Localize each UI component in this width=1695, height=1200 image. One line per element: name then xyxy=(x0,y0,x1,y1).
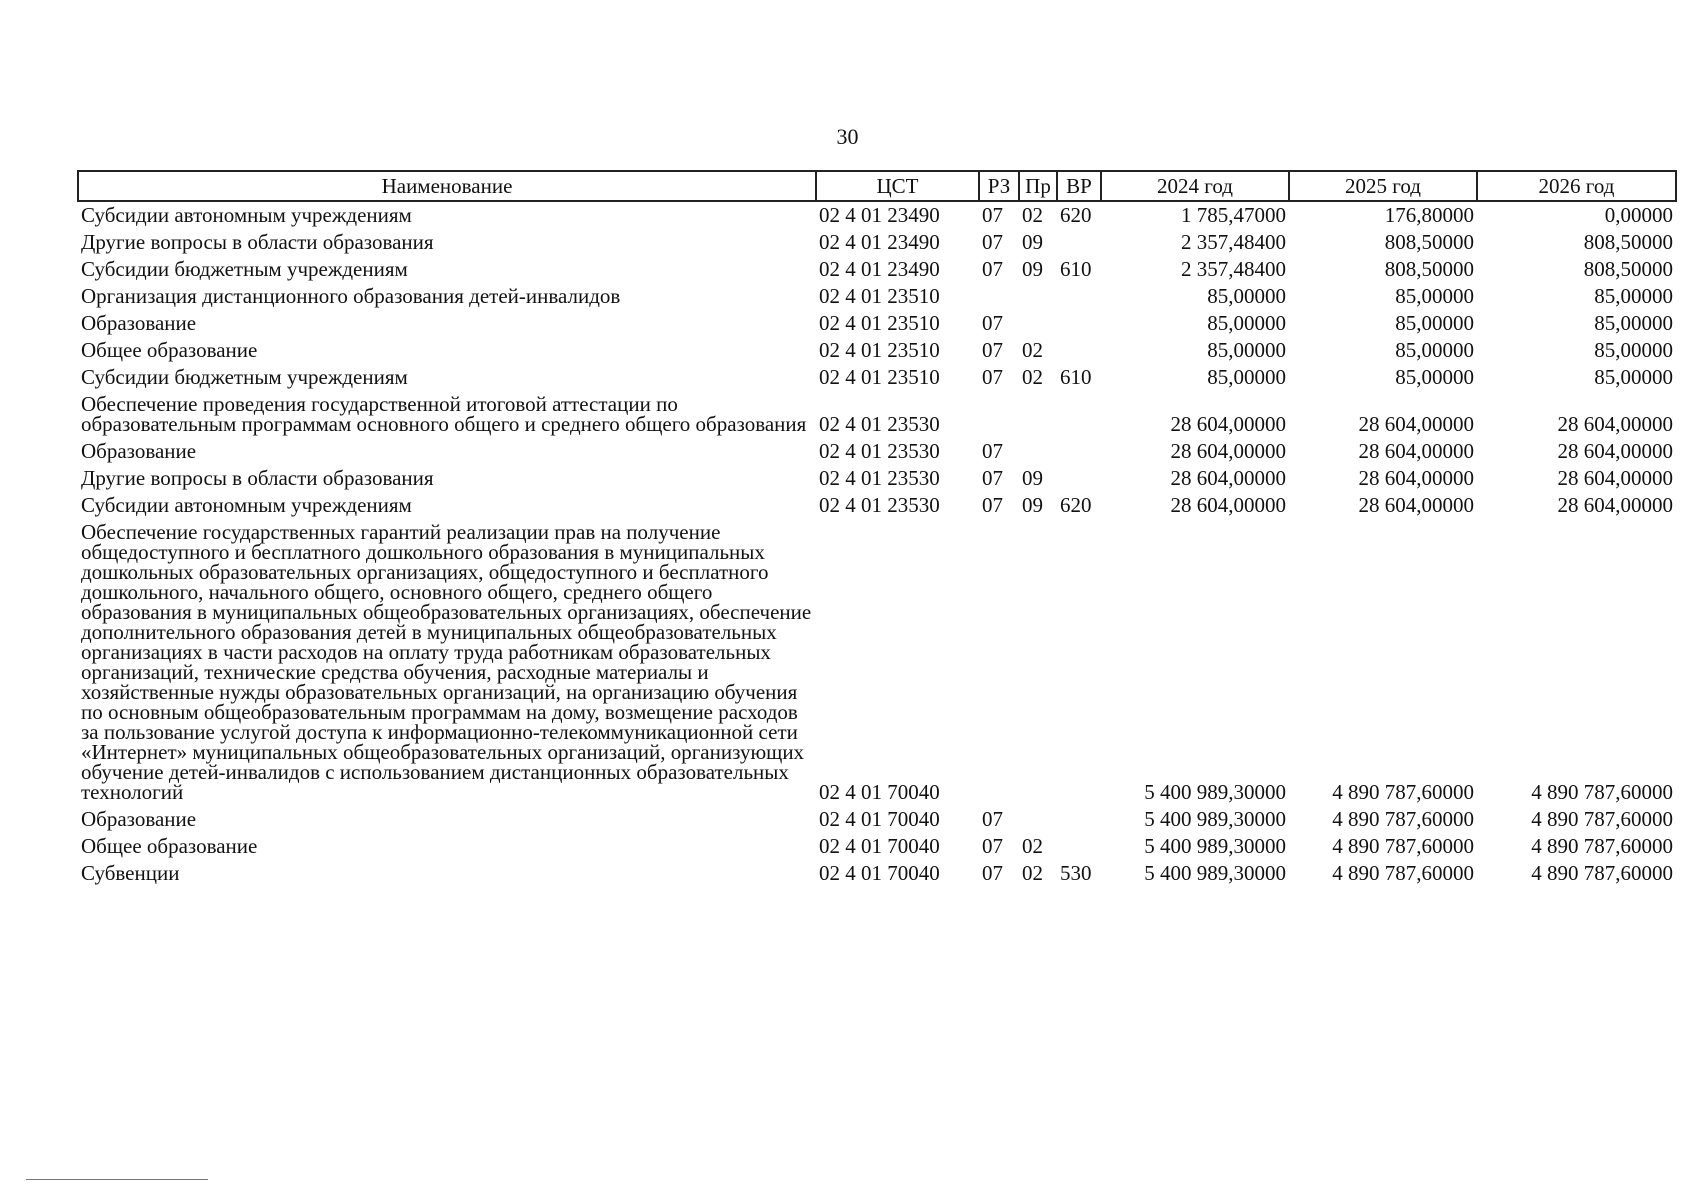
cell-cst: 02 4 01 23490 xyxy=(819,203,940,227)
cell-cst: 02 4 01 23530 xyxy=(819,439,940,463)
cell-name: Субвенции xyxy=(81,861,180,885)
cell-vr xyxy=(1057,438,1101,465)
cell-2024: 85,00000 xyxy=(1207,284,1286,308)
cell-2026: 28 604,00000 xyxy=(1557,466,1673,490)
cell-pr: 02 xyxy=(1022,834,1043,858)
cell-pr xyxy=(1019,438,1057,465)
table-row xyxy=(78,283,1676,310)
cell-vr xyxy=(1057,391,1101,438)
cell-vr xyxy=(1057,465,1101,492)
table-row xyxy=(78,256,1676,283)
cell-2025: 4 890 787,60000 xyxy=(1332,807,1474,831)
cell-rz: 07 xyxy=(982,493,1003,517)
cell-rz xyxy=(979,519,1019,806)
cell-cst: 02 4 01 23530 xyxy=(819,412,940,436)
cell-2025: 85,00000 xyxy=(1395,365,1474,389)
cell-vr: 530 xyxy=(1060,861,1092,885)
cell-2026: 4 890 787,60000 xyxy=(1531,807,1673,831)
cell-pr: 09 xyxy=(1022,257,1043,281)
cell-vr xyxy=(1057,337,1101,364)
cell-pr xyxy=(1019,519,1057,806)
cell-rz xyxy=(979,283,1019,310)
column-header-2024: 2024 год xyxy=(1101,171,1289,201)
table-row xyxy=(78,229,1676,256)
cell-2024: 28 604,00000 xyxy=(1170,439,1286,463)
cell-pr: 09 xyxy=(1022,493,1043,517)
cell-vr xyxy=(1057,283,1101,310)
cell-name: Субсидии бюджетным учреждениям xyxy=(81,257,408,281)
cell-pr xyxy=(1019,283,1057,310)
cell-2026: 28 604,00000 xyxy=(1557,439,1673,463)
cell-2025: 28 604,00000 xyxy=(1358,493,1474,517)
cell-2026: 4 890 787,60000 xyxy=(1531,834,1673,858)
cell-name: Образование xyxy=(81,439,197,463)
cell-vr xyxy=(1057,310,1101,337)
cell-pr: 02 xyxy=(1022,203,1043,227)
cell-2025: 85,00000 xyxy=(1395,284,1474,308)
cell-pr: 02 xyxy=(1022,338,1043,362)
cell-rz: 07 xyxy=(982,439,1003,463)
cell-pr: 02 xyxy=(1022,365,1043,389)
cell-2025: 808,50000 xyxy=(1384,257,1474,281)
cell-rz: 07 xyxy=(982,861,1003,885)
cell-2024: 85,00000 xyxy=(1207,365,1286,389)
cell-cst: 02 4 01 23490 xyxy=(819,257,940,281)
cell-name: Общее образование xyxy=(81,338,258,362)
cell-2024: 5 400 989,30000 xyxy=(1144,861,1286,885)
cell-cst: 02 4 01 23510 xyxy=(819,365,940,389)
cell-2026: 808,50000 xyxy=(1583,257,1673,281)
column-header-vr: ВР xyxy=(1057,171,1101,201)
table-row xyxy=(78,201,1676,229)
cell-rz: 07 xyxy=(982,834,1003,858)
cell-cst: 02 4 01 70040 xyxy=(819,807,940,831)
cell-2026: 85,00000 xyxy=(1594,338,1673,362)
cell-name: Субсидии автономным учреждениям xyxy=(81,203,412,227)
cell-2025: 4 890 787,60000 xyxy=(1332,780,1474,804)
column-header-2026: 2026 год xyxy=(1477,171,1676,201)
table-row xyxy=(78,860,1676,887)
cell-pr: 09 xyxy=(1022,230,1043,254)
cell-2024: 28 604,00000 xyxy=(1170,493,1286,517)
cell-cst: 02 4 01 23490 xyxy=(819,230,940,254)
table-row xyxy=(78,310,1676,337)
table-row xyxy=(78,519,1676,806)
cell-cst: 02 4 01 70040 xyxy=(819,861,940,885)
cell-name: Обеспечение государственных гарантий реализации прав на получение общедоступного и бесплатного дошкольного образования в муниципальных дошкольных образовательных организациях, общедоступного и бесплатного дошкольного, начального общего, основного общего, среднего общего образования в муниципальных общеобразовательных организациях, обеспечение дополнительного образования детей в муниципальных общеобразовательных организациях в части расходов на оплату труда работникам образовательных организаций, технические средства обучения, расходные материалы и хозяйственные нужды образовательных организаций, на организацию обучения по основным общеобразовательным программам на дому, возмещение расходов за пользование услугой доступа к информационно-телекоммуникационной сети «Интернет» муниципальных общеобразовательных организаций, организующих обучение детей-инвалидов с использованием дистанционных образовательных технологий xyxy=(81,520,812,804)
table-row xyxy=(78,833,1676,860)
cell-2026: 85,00000 xyxy=(1594,284,1673,308)
cell-cst: 02 4 01 70040 xyxy=(819,780,940,804)
cell-name: Субсидии автономным учреждениям xyxy=(81,493,412,517)
cell-rz: 07 xyxy=(982,807,1003,831)
cell-name: Образование xyxy=(81,807,197,831)
table-row xyxy=(78,806,1676,833)
cell-name: Обеспечение проведения государственной итоговой аттестации по образовательным программам основного общего и среднего общего образования xyxy=(81,392,807,436)
cell-2026: 85,00000 xyxy=(1594,311,1673,335)
budget-table xyxy=(77,170,1677,887)
cell-name: Другие вопросы в области образования xyxy=(81,230,434,254)
cell-2026: 28 604,00000 xyxy=(1557,412,1673,436)
cell-2024: 85,00000 xyxy=(1207,311,1286,335)
table-row xyxy=(78,438,1676,465)
cell-vr: 620 xyxy=(1060,203,1092,227)
cell-2026: 4 890 787,60000 xyxy=(1531,861,1673,885)
cell-2025: 4 890 787,60000 xyxy=(1332,861,1474,885)
cell-vr: 610 xyxy=(1060,257,1092,281)
cell-2026: 808,50000 xyxy=(1583,230,1673,254)
cell-2025: 176,80000 xyxy=(1384,203,1474,227)
cell-pr: 09 xyxy=(1022,466,1043,490)
cell-2026: 85,00000 xyxy=(1594,365,1673,389)
table-row xyxy=(78,337,1676,364)
column-header-cst: ЦСТ xyxy=(816,171,979,201)
cell-2025: 85,00000 xyxy=(1395,311,1474,335)
cell-pr xyxy=(1019,806,1057,833)
cell-name: Другие вопросы в области образования xyxy=(81,466,434,490)
cell-2025: 28 604,00000 xyxy=(1358,412,1474,436)
cell-2024: 5 400 989,30000 xyxy=(1144,807,1286,831)
cell-vr: 610 xyxy=(1060,365,1092,389)
column-header-rz: РЗ xyxy=(979,171,1019,201)
column-header-name: Наименование xyxy=(78,171,816,201)
cell-vr: 620 xyxy=(1060,493,1092,517)
cell-cst: 02 4 01 23510 xyxy=(819,338,940,362)
table-row xyxy=(78,391,1676,438)
cell-2025: 4 890 787,60000 xyxy=(1332,834,1474,858)
cell-2025: 28 604,00000 xyxy=(1358,466,1474,490)
cell-2024: 2 357,48400 xyxy=(1181,230,1286,254)
cell-2026: 28 604,00000 xyxy=(1557,493,1673,517)
cell-name: Общее образование xyxy=(81,834,258,858)
cell-2026: 4 890 787,60000 xyxy=(1531,780,1673,804)
cell-cst: 02 4 01 23510 xyxy=(819,311,940,335)
cell-2024: 1 785,47000 xyxy=(1181,203,1286,227)
column-header-2025: 2025 год xyxy=(1289,171,1477,201)
table-row xyxy=(78,492,1676,519)
cell-cst: 02 4 01 23530 xyxy=(819,466,940,490)
cell-2025: 808,50000 xyxy=(1384,230,1474,254)
cell-pr xyxy=(1019,310,1057,337)
cell-rz: 07 xyxy=(982,365,1003,389)
table-header xyxy=(78,171,1676,201)
cell-2024: 5 400 989,30000 xyxy=(1144,834,1286,858)
cell-2025: 85,00000 xyxy=(1395,338,1474,362)
table-row xyxy=(78,465,1676,492)
footer-rule xyxy=(26,1179,208,1180)
table-body xyxy=(78,201,1676,887)
column-header-pr: Пр xyxy=(1019,171,1057,201)
cell-vr xyxy=(1057,806,1101,833)
cell-name: Образование xyxy=(81,311,197,335)
cell-rz: 07 xyxy=(982,203,1003,227)
cell-2024: 28 604,00000 xyxy=(1170,412,1286,436)
cell-vr xyxy=(1057,833,1101,860)
cell-cst: 02 4 01 70040 xyxy=(819,834,940,858)
page-number: 30 xyxy=(836,124,859,149)
cell-cst: 02 4 01 23510 xyxy=(819,284,940,308)
cell-vr xyxy=(1057,519,1101,806)
cell-2025: 28 604,00000 xyxy=(1358,439,1474,463)
cell-pr xyxy=(1019,391,1057,438)
cell-rz: 07 xyxy=(982,311,1003,335)
cell-2024: 2 357,48400 xyxy=(1181,257,1286,281)
cell-rz: 07 xyxy=(982,230,1003,254)
cell-pr: 02 xyxy=(1022,861,1043,885)
cell-2026: 0,00000 xyxy=(1604,203,1673,227)
table-row xyxy=(78,364,1676,391)
cell-name: Организация дистанционного образования детей-инвалидов xyxy=(81,284,621,308)
cell-rz: 07 xyxy=(982,466,1003,490)
cell-name: Субсидии бюджетным учреждениям xyxy=(81,365,408,389)
cell-vr xyxy=(1057,229,1101,256)
cell-rz: 07 xyxy=(982,338,1003,362)
cell-2024: 28 604,00000 xyxy=(1170,466,1286,490)
cell-rz xyxy=(979,391,1019,438)
cell-2024: 85,00000 xyxy=(1207,338,1286,362)
cell-2024: 5 400 989,30000 xyxy=(1144,780,1286,804)
cell-rz: 07 xyxy=(982,257,1003,281)
cell-cst: 02 4 01 23530 xyxy=(819,493,940,517)
